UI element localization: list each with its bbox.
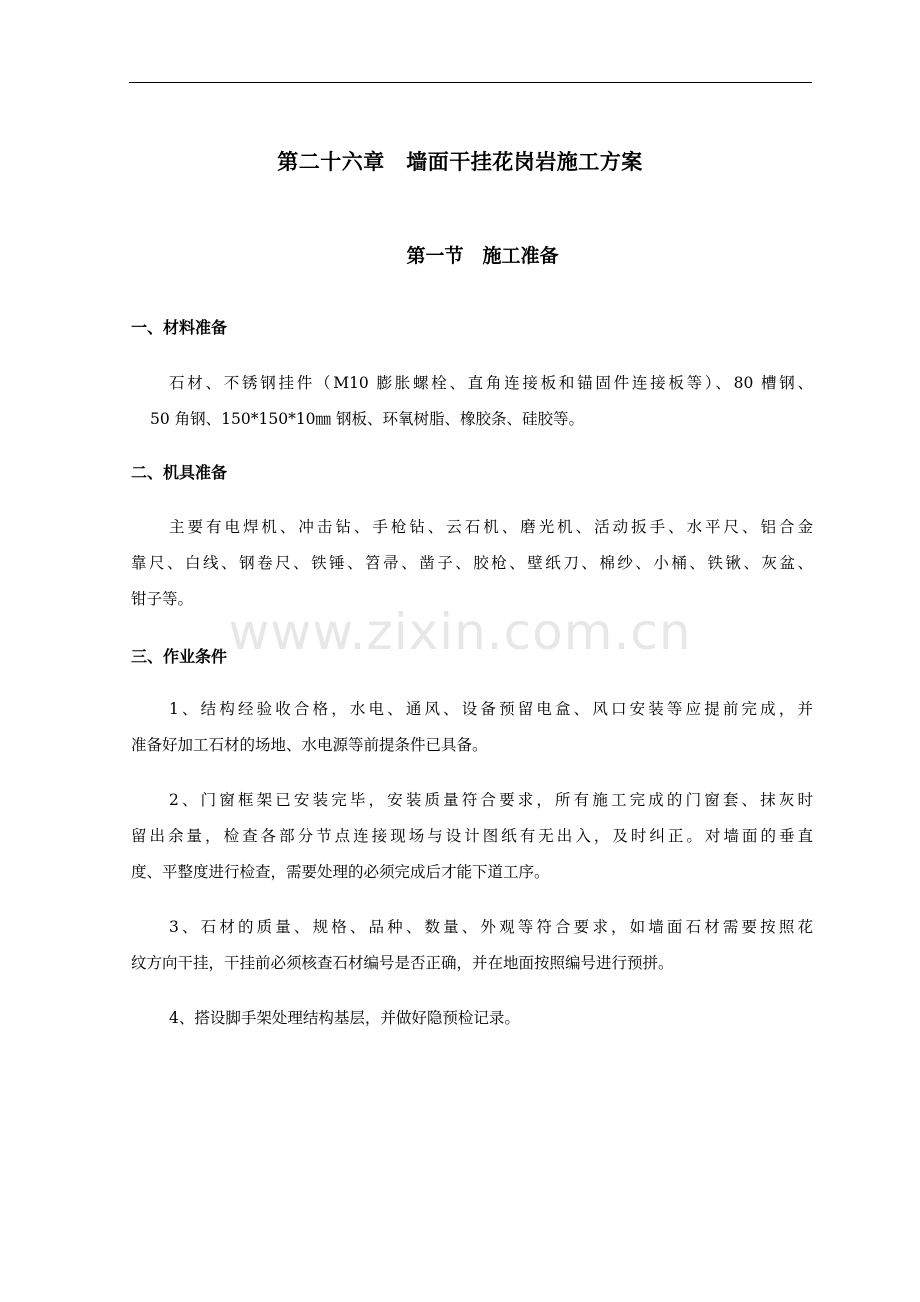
paragraph-line: 4、搭设脚手架处理结构基层，并做好隐预检记录。	[169, 1009, 520, 1027]
section-title: 第一节 施工准备	[406, 245, 559, 267]
paragraph-line: 3、石材的质量、规格、品种、数量、外观等符合要求，如墙面石材需要按照花	[169, 918, 813, 936]
paragraph-condition-2	[131, 782, 813, 890]
heading-materials: 一、材料准备	[131, 318, 228, 337]
paragraph-materials	[131, 365, 813, 437]
paragraph-line: 钳子等。	[131, 590, 194, 608]
paragraph-equipment	[131, 509, 813, 617]
paragraph-line: 准备好加工石材的场地、水电源等前提条件已具备。	[131, 736, 488, 754]
paragraph-line: 度、平整度进行检查，需要处理的必须完成后才能下道工序。	[131, 863, 550, 881]
heading-equipment: 二、机具准备	[131, 463, 228, 482]
paragraph-line: 主要有电焊机、冲击钻、手枪钻、云石机、磨光机、活动扳手、水平尺、铝合金	[169, 518, 813, 536]
paragraph-line: 2、门窗框架已安装完毕，安装质量符合要求，所有施工完成的门窗套、抹灰时	[169, 791, 813, 809]
watermark: www.zixin.com.cn	[228, 603, 692, 661]
paragraph-line: 石材、不锈钢挂件（M10 膨胀螺栓、直角连接板和锚固件连接板等）、80 槽钢、	[169, 374, 813, 392]
paragraph-condition-1	[131, 691, 813, 763]
paragraph-condition-4	[131, 1000, 813, 1036]
heading-work-conditions: 三、作业条件	[131, 647, 228, 666]
header-rule	[129, 82, 812, 83]
paragraph-line: 靠尺、白线、钢卷尺、铁锤、笤帚、凿子、胶枪、壁纸刀、棉纱、小桶、铁锹、灰盆、	[131, 554, 813, 572]
paragraph-line: 留出余量，检查各部分节点连接现场与设计图纸有无出入，及时纠正。对墙面的垂直	[131, 827, 813, 845]
paragraph-line: 50 角钢、150*150*10㎜ 钢板、环氧树脂、橡胶条、硅胶等。	[150, 410, 584, 428]
paragraph-condition-3	[131, 909, 813, 981]
chapter-title: 第二十六章 墙面干挂花岗岩施工方案	[277, 150, 643, 174]
paragraph-line: 纹方向干挂，干挂前必须核查石材编号是否正确，并在地面按照编号进行预拼。	[131, 954, 674, 972]
paragraph-line: 1、结构经验收合格，水电、通风、设备预留电盒、风口安装等应提前完成，并	[169, 700, 813, 718]
